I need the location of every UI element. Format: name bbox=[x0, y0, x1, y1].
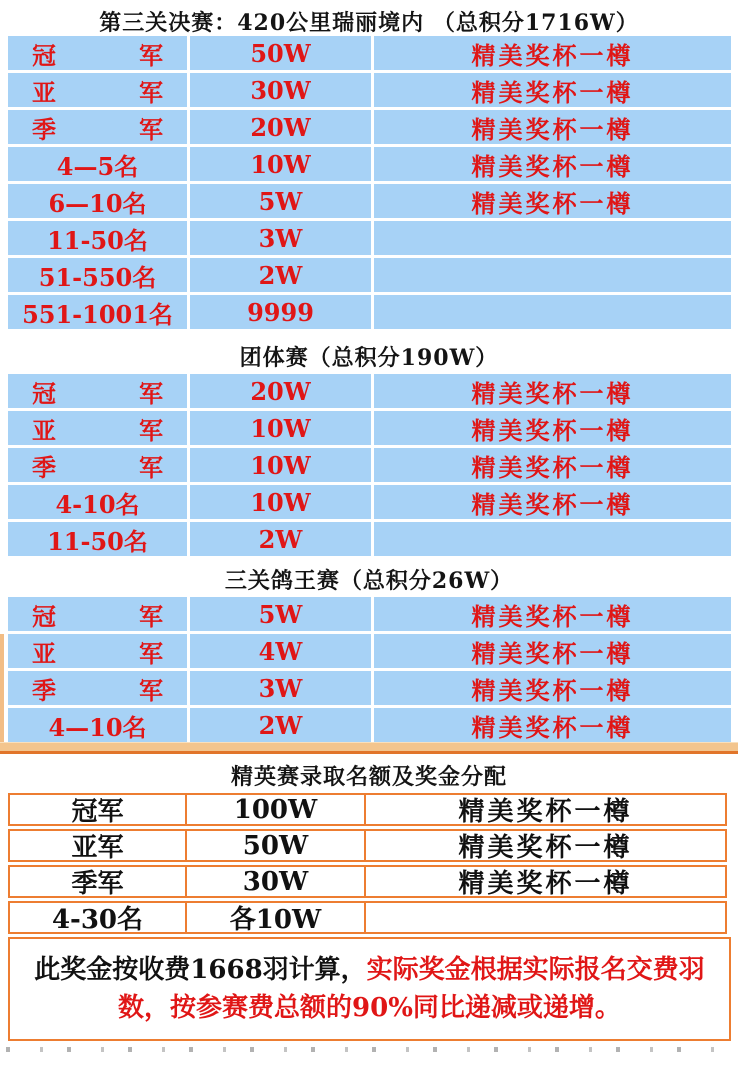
section-title-team-race: 团体赛（总积分190W） bbox=[239, 345, 499, 371]
rank-text: 4-30名 bbox=[51, 905, 144, 935]
rank-text: 51-550名 bbox=[38, 262, 157, 292]
prize-cell bbox=[374, 522, 731, 556]
prize-cell bbox=[374, 110, 731, 144]
rank-text: 亚军 bbox=[71, 833, 124, 863]
amount-text: 2W bbox=[258, 260, 303, 290]
amount-cell bbox=[190, 110, 371, 144]
rank-text: 亚军 bbox=[32, 415, 163, 445]
prize-note-box bbox=[8, 937, 731, 1041]
rank-text: 亚军 bbox=[32, 638, 163, 668]
rank-text: 冠军 bbox=[32, 40, 163, 70]
rank-cell bbox=[8, 634, 187, 668]
table-row bbox=[8, 708, 731, 742]
rank-text: 4-10名 bbox=[55, 489, 140, 519]
table-row bbox=[8, 221, 731, 255]
amount-text: 20W bbox=[250, 376, 311, 406]
table-row bbox=[8, 36, 731, 70]
prize-cell bbox=[366, 795, 725, 827]
table-row bbox=[8, 485, 731, 519]
table-row bbox=[8, 411, 731, 445]
rank-text: 冠军 bbox=[32, 378, 163, 408]
amount-cell bbox=[190, 485, 371, 519]
amount-cell bbox=[187, 831, 366, 860]
amount-text: 10W bbox=[250, 413, 311, 443]
amount-cell bbox=[190, 295, 371, 329]
amount-text: 100W bbox=[233, 794, 318, 825]
rank-text: 11-50名 bbox=[47, 225, 148, 255]
rank-text: 4—5名 bbox=[56, 151, 139, 181]
amount-text: 50W bbox=[242, 830, 309, 861]
prize-cell bbox=[366, 867, 725, 899]
table-row bbox=[8, 634, 731, 668]
amount-cell bbox=[190, 374, 371, 408]
rank-cell bbox=[10, 867, 187, 899]
rank-text: 亚军 bbox=[32, 77, 163, 107]
prize-cell bbox=[374, 485, 731, 519]
cropped-text-remnant bbox=[6, 1047, 732, 1052]
amount-cell bbox=[190, 634, 371, 668]
amount-cell bbox=[187, 903, 366, 935]
amount-cell bbox=[190, 448, 371, 482]
amount-text: 2W bbox=[258, 710, 303, 740]
rank-cell bbox=[8, 184, 187, 218]
section-title-final-race: 第三关决赛：420公里瑞丽境内 （总积分1716W） bbox=[99, 10, 639, 36]
rank-text: 冠军 bbox=[71, 797, 124, 827]
table-row bbox=[8, 901, 727, 934]
prize-text: 精美奖杯一樽 bbox=[458, 797, 633, 827]
rank-text: 11-50名 bbox=[47, 526, 148, 556]
rank-cell bbox=[8, 485, 187, 519]
prize-text: 精美奖杯一樽 bbox=[471, 415, 634, 445]
prize-text: 精美奖杯一樽 bbox=[471, 712, 634, 742]
prize-text: 精美奖杯一樽 bbox=[471, 378, 634, 408]
prize-cell bbox=[374, 708, 731, 742]
prize-cell bbox=[374, 147, 731, 181]
rank-cell bbox=[8, 221, 187, 255]
prize-cell bbox=[374, 374, 731, 408]
table-row bbox=[8, 374, 731, 408]
table-row bbox=[8, 522, 731, 556]
rank-cell bbox=[8, 295, 187, 329]
rank-cell bbox=[10, 831, 187, 863]
prize-cell bbox=[374, 73, 731, 107]
rank-cell bbox=[8, 258, 187, 292]
prize-text: 精美奖杯一樽 bbox=[471, 489, 634, 519]
rank-text: 551-1001名 bbox=[22, 299, 173, 329]
amount-cell bbox=[190, 73, 371, 107]
prize-text: 精美奖杯一樽 bbox=[471, 151, 634, 181]
amount-text: 20W bbox=[250, 112, 311, 142]
table-row bbox=[8, 865, 727, 898]
amount-cell bbox=[190, 708, 371, 742]
rank-text: 季军 bbox=[32, 675, 163, 705]
prize-text: 精美奖杯一樽 bbox=[471, 675, 634, 705]
note-red-text-line1: 实际奖金根据实际报名交费羽 bbox=[366, 955, 705, 985]
table-row bbox=[8, 147, 731, 181]
rank-cell bbox=[8, 36, 187, 70]
table-row bbox=[8, 671, 731, 705]
rank-cell bbox=[8, 411, 187, 445]
prize-text: 精美奖杯一樽 bbox=[458, 869, 633, 899]
rank-cell bbox=[10, 903, 187, 935]
amount-text: 5W bbox=[258, 186, 303, 216]
rank-cell bbox=[8, 110, 187, 144]
rank-cell bbox=[8, 374, 187, 408]
prize-text: 精美奖杯一樽 bbox=[471, 77, 634, 107]
prize-cell bbox=[374, 597, 731, 631]
orange-divider-band bbox=[0, 742, 738, 754]
amount-cell bbox=[190, 411, 371, 445]
rank-text: 6—10名 bbox=[48, 188, 147, 218]
rank-cell bbox=[8, 448, 187, 482]
amount-text: 2W bbox=[258, 524, 303, 554]
amount-cell bbox=[190, 671, 371, 705]
prize-table-elite-race bbox=[8, 793, 727, 937]
amount-text: 30W bbox=[242, 866, 309, 897]
pigeon-king-section bbox=[0, 597, 738, 742]
amount-text: 9999 bbox=[247, 297, 314, 327]
rank-text: 4—10名 bbox=[48, 712, 147, 742]
prize-cell bbox=[374, 221, 731, 255]
amount-cell bbox=[187, 795, 366, 824]
amount-cell bbox=[190, 221, 371, 255]
prize-cell bbox=[374, 634, 731, 668]
rank-cell bbox=[8, 597, 187, 631]
rank-text: 季军 bbox=[32, 452, 163, 482]
prize-text: 精美奖杯一樽 bbox=[458, 833, 633, 863]
amount-text: 3W bbox=[258, 673, 303, 703]
prize-text: 精美奖杯一樽 bbox=[471, 601, 634, 631]
amount-text: 10W bbox=[250, 487, 311, 517]
amount-cell bbox=[190, 258, 371, 292]
prize-cell bbox=[374, 448, 731, 482]
prize-text: 精美奖杯一樽 bbox=[471, 638, 634, 668]
table-row bbox=[8, 110, 731, 144]
section-title-pigeon-king: 三关鸽王赛（总积分26W） bbox=[224, 568, 514, 594]
amount-text: 10W bbox=[250, 149, 311, 179]
table-row bbox=[8, 793, 727, 826]
prize-cell bbox=[366, 831, 725, 863]
rank-text: 冠军 bbox=[32, 601, 163, 631]
table-row bbox=[8, 258, 731, 292]
rank-cell bbox=[8, 147, 187, 181]
prize-table-pigeon-king bbox=[8, 597, 731, 742]
amount-cell bbox=[190, 36, 371, 70]
prize-text: 精美奖杯一樽 bbox=[471, 188, 634, 218]
amount-text: 3W bbox=[258, 223, 303, 253]
rank-cell bbox=[8, 671, 187, 705]
note-red-text-line2: 数，按参赛费总额的90%同比递减或递增。 bbox=[118, 993, 621, 1023]
rank-cell bbox=[10, 795, 187, 827]
table-row bbox=[8, 184, 731, 218]
prize-cell bbox=[374, 671, 731, 705]
amount-text: 各10W bbox=[229, 905, 322, 935]
section-title-elite-race: 精英赛录取名额及奖金分配 bbox=[230, 764, 507, 790]
table-row bbox=[8, 295, 731, 329]
rank-cell bbox=[8, 708, 187, 742]
prize-cell bbox=[374, 258, 731, 292]
table-row bbox=[8, 73, 731, 107]
amount-cell bbox=[190, 147, 371, 181]
prize-cell bbox=[374, 295, 731, 329]
amount-text: 5W bbox=[258, 599, 303, 629]
prize-table-final-race bbox=[8, 36, 731, 329]
orange-edge-left bbox=[0, 634, 4, 742]
prize-cell bbox=[374, 184, 731, 218]
amount-text: 30W bbox=[250, 75, 311, 105]
prize-cell bbox=[374, 411, 731, 445]
amount-text: 4W bbox=[258, 636, 303, 666]
amount-text: 10W bbox=[250, 450, 311, 480]
prize-cell bbox=[374, 36, 731, 70]
table-row bbox=[8, 829, 727, 862]
note-black-text: 此奖金按收费1668羽计算， bbox=[34, 955, 367, 985]
table-row bbox=[8, 448, 731, 482]
amount-cell bbox=[190, 597, 371, 631]
prize-text: 精美奖杯一樽 bbox=[471, 114, 634, 144]
amount-cell bbox=[187, 867, 366, 896]
rank-cell bbox=[8, 522, 187, 556]
prize-text: 精美奖杯一樽 bbox=[471, 40, 634, 70]
prize-cell bbox=[366, 903, 725, 932]
rank-cell bbox=[8, 73, 187, 107]
rank-text: 季军 bbox=[71, 869, 124, 899]
amount-text: 50W bbox=[250, 38, 311, 68]
amount-cell bbox=[190, 522, 371, 556]
amount-cell bbox=[190, 184, 371, 218]
rank-text: 季军 bbox=[32, 114, 163, 144]
table-row bbox=[8, 597, 731, 631]
prize-text: 精美奖杯一樽 bbox=[471, 452, 634, 482]
prize-table-team-race bbox=[8, 374, 731, 556]
